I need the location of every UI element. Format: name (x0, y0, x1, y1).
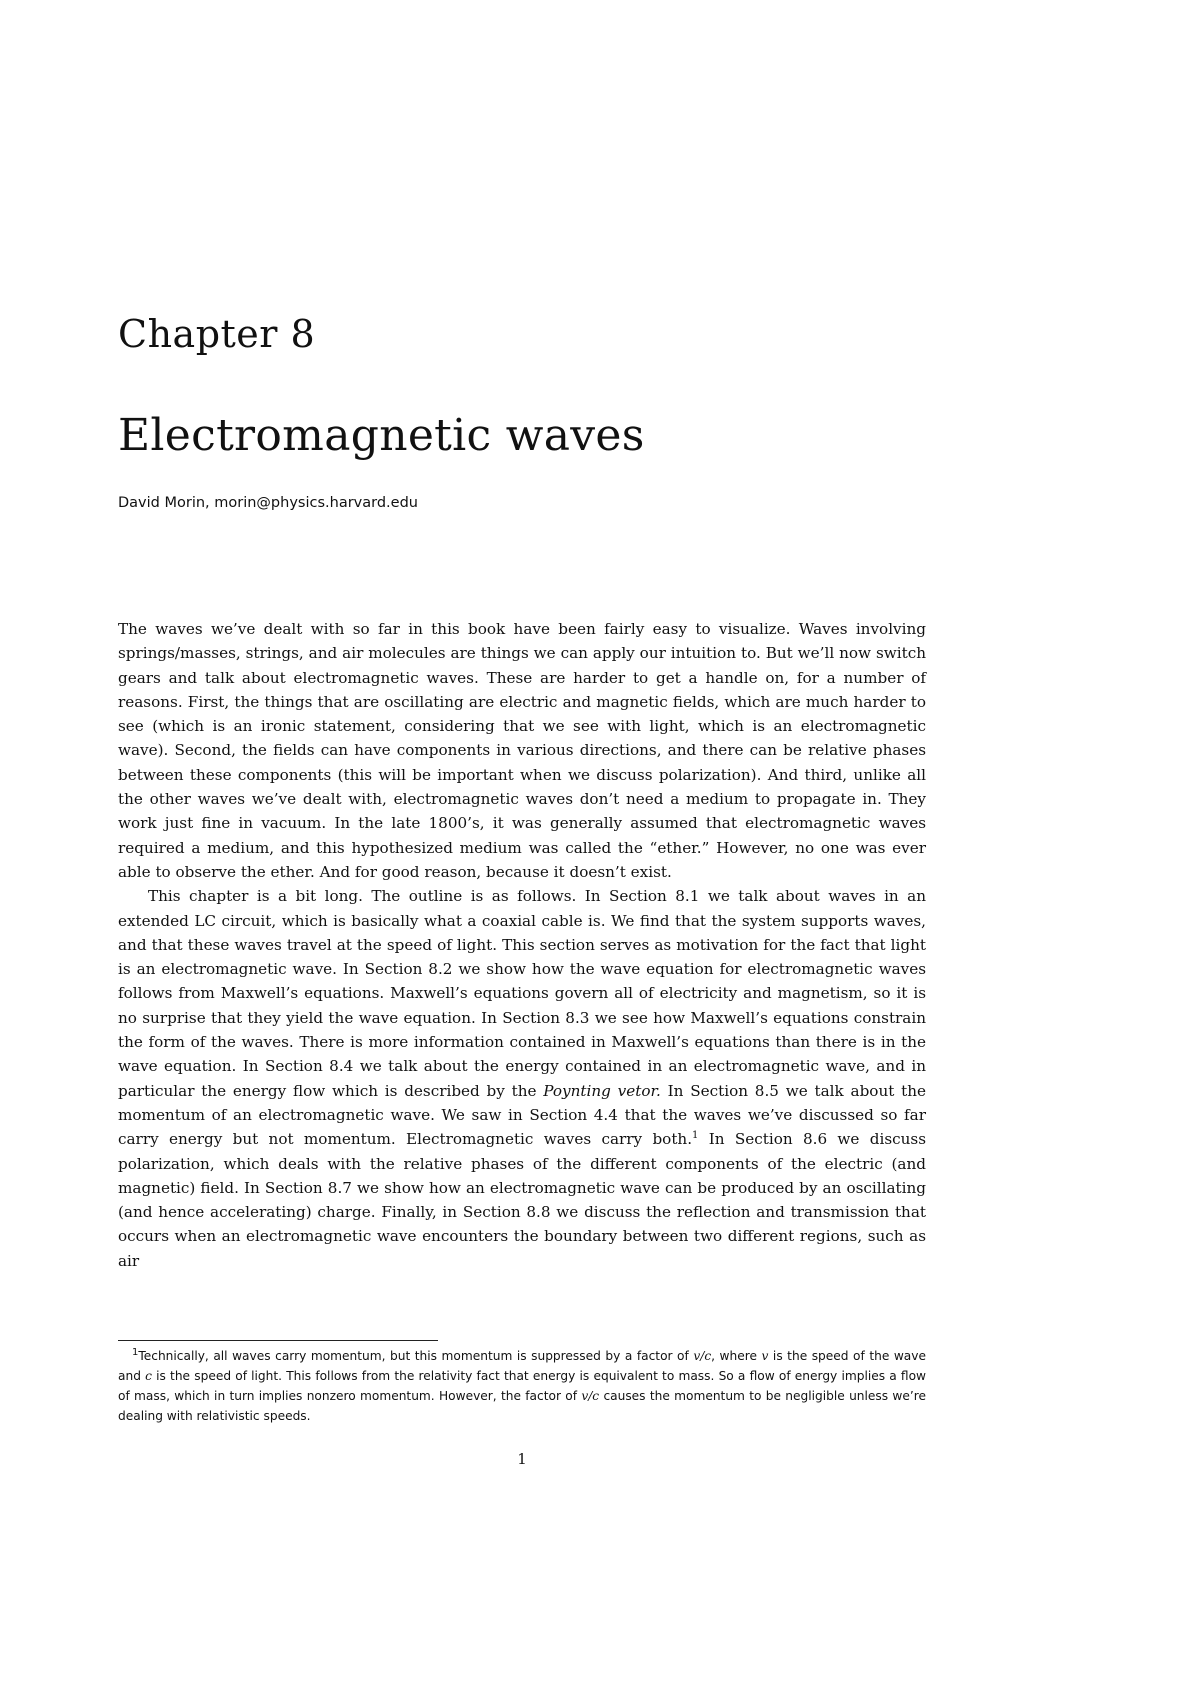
footnote-part-5: causes the momentum to be negligible unless we’re dealing with relativistic speeds. (118, 1389, 926, 1423)
chapter-number: Chapter 8 (118, 312, 316, 356)
paragraph-outline-part-1: This chapter is a bit long. The outline is as follows. In Section 8.1 we talk about waves in an extended LC circuit, which is basically what a coaxial cable is. We find that the system supports waves, and that these waves travel at the speed of light. This section serves as motivation for the fact that light is an electromagnetic wave. In Section 8.2 we show how the wave equation for electromagnetic waves follows from Maxwell’s equations. Maxwell’s equations govern all of electricity and magnetism, so it is no surprise that they yield the wave equation. In Section 8.3 we see how Maxwell’s equations constrain the form of the waves. There is more information contained in Maxwell’s equations than there is in the wave equation. In Section 8.4 we talk about the energy contained in an electromagnetic wave, and in particular the energy flow which is described by the (118, 887, 926, 1100)
page-number: 1 (517, 1450, 527, 1468)
footnote-part-4: is the speed of light. This follows from the relativity fact that energy is equivalent to mass. So a flow of energy implies a flow of mass, which in turn implies nonzero momentum. However, the factor of (118, 1369, 926, 1403)
footnote-var-v-over-c-2: v/c (581, 1389, 600, 1403)
footnote-part-2: , where (711, 1349, 762, 1363)
paragraph-outline (118, 884, 926, 1273)
author-line: David Morin, morin@physics.harvard.edu (118, 495, 418, 511)
poynting-term: Poynting vetor. (543, 1081, 661, 1100)
footnote-mark: 1 (132, 1346, 139, 1358)
paragraph-outline-part-2: In Section 8.5 we talk about the momentum of an electromagnetic wave. We saw in Section 4.4 that the waves we’ve discussed so far carry energy but not momentum. Electromagnetic waves carry both. (118, 1081, 926, 1149)
footnote-reference[interactable]: 1 (692, 1130, 699, 1142)
paragraph-intro: The waves we’ve dealt with so far in this book have been fairly easy to visualize. Waves involving springs/masses, strings, and air molecules are things we can apply our intuition to. But we’ll now switch gears and talk about electromagnetic waves. These are harder to get a handle on, for a number of reasons. First, the things that are oscillating are electric and magnetic fields, which are much harder to see (which is an ironic statement, considering that we see with light, which is an electromagnetic wave). Second, the fields can have components in various directions, and there can be relative phases between these components (this will be important when we discuss polarization). And third, unlike all the other waves we’ve dealt with, electromagnetic waves don’t need a medium to propagate in. They work just fine in vacuum. In the late 1800’s, it was generally assumed that electromagnetic waves required a medium, and this hypothesized medium was called the “ether.” However, no one was ever able to observe the ether. And for good reason, because it doesn’t exist. (118, 620, 926, 881)
footnote (118, 1346, 926, 1426)
footnote-part-1: Technically, all waves carry momentum, but this momentum is suppressed by a factor of (138, 1349, 694, 1363)
chapter-title: Electromagnetic waves (118, 410, 645, 461)
footnote-text (118, 1346, 926, 1426)
footnote-part-3: is the speed of the wave and (118, 1349, 926, 1383)
footnote-divider (118, 1340, 438, 1341)
paragraph-outline-part-3: In Section 8.6 we discuss polarization, which deals with the relative phases of the different components of the electric (and magnetic) field. In Section 8.7 we show how an electromagnetic wave can be produced by an oscillating (and hence accelerating) charge. Finally, in Section 8.8 we discuss the reflection and transmission that occurs when an electromagnetic wave encounters the boundary between two different regions, such as air (118, 1130, 926, 1270)
footnote-var-c: c (145, 1369, 152, 1383)
body-text (118, 617, 926, 1273)
footnote-var-v: v (761, 1349, 769, 1363)
footnote-var-v-over-c: v/c (693, 1349, 712, 1363)
